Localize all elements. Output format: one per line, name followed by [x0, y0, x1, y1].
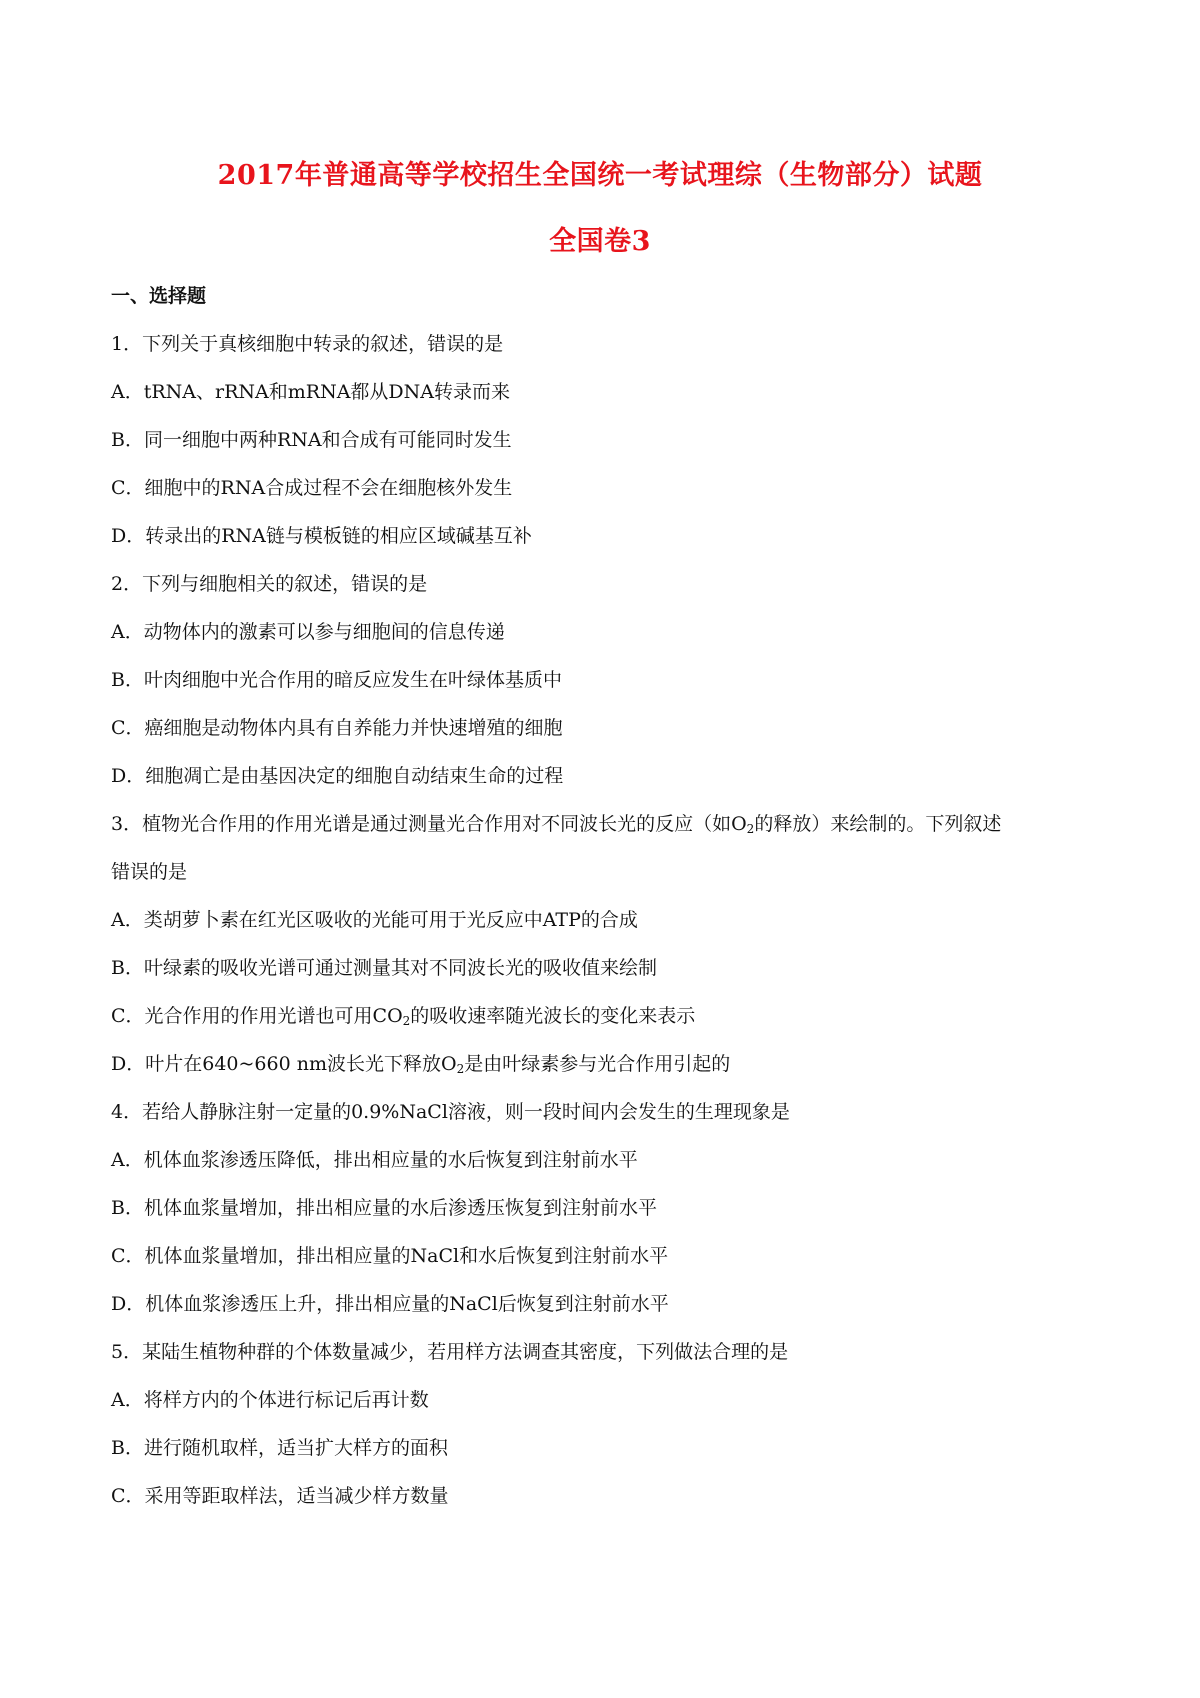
option-b: B．进行随机取样，适当扩大样方的面积 [111, 1437, 448, 1459]
question-stem: 1．下列关于真核细胞中转录的叙述，错误的是 [111, 333, 504, 355]
option-c: C．机体血浆量增加，排出相应量的NaCl和水后恢复到注射前水平 [111, 1245, 669, 1267]
option-b: B．叶肉细胞中光合作用的暗反应发生在叶绿体基质中 [111, 669, 562, 691]
option-a: A．将样方内的个体进行标记后再计数 [111, 1389, 429, 1411]
option-c [111, 1002, 1111, 1050]
option-text: D．叶片在640~660 nm波长光下释放O [111, 1053, 457, 1075]
subscript: 2 [456, 1062, 465, 1076]
option-a: A．tRNA、rRNA和mRNA都从DNA转录而来 [111, 381, 510, 403]
stem-text: 3．植物光合作用的作用光谱是通过测量光合作用对不同波长光的反应（如O [111, 813, 747, 835]
exam-title: 2017年普通高等学校招生全国统一考试理综（生物部分）试题 [217, 160, 983, 191]
subscript: 2 [402, 1014, 411, 1028]
option-text: 是由叶绿素参与光合作用引起的 [464, 1053, 731, 1075]
question-stem-continued: 错误的是 [111, 861, 188, 883]
exam-subtitle: 全国卷3 [549, 226, 651, 257]
option-d: D．机体血浆渗透压上升，排出相应量的NaCl后恢复到注射前水平 [111, 1293, 669, 1315]
option-text: 的吸收速率随光波长的变化来表示 [410, 1005, 696, 1027]
option-a: A．类胡萝卜素在红光区吸收的光能可用于光反应中ATP的合成 [111, 909, 638, 931]
option-d [111, 1050, 1111, 1098]
stem-text: 的释放）来绘制的。下列叙述 [754, 813, 1002, 835]
option-a: A．动物体内的激素可以参与细胞间的信息传递 [111, 621, 505, 643]
question-stem: 4．若给人静脉注射一定量的0.9%NaCl溶液，则一段时间内会发生的生理现象是 [111, 1101, 790, 1123]
option-c: C．癌细胞是动物体内具有自养能力并快速增殖的细胞 [111, 717, 563, 739]
section-heading: 一、选择题 [111, 285, 207, 307]
option-b: B．同一细胞中两种RNA和合成有可能同时发生 [111, 429, 512, 451]
option-c: C．采用等距取样法，适当减少样方数量 [111, 1485, 449, 1507]
option-text: C．光合作用的作用光谱也可用CO [111, 1005, 403, 1027]
option-d: D．细胞凋亡是由基因决定的细胞自动结束生命的过程 [111, 765, 564, 787]
option-d: D．转录出的RNA链与模板链的相应区域碱基互补 [111, 525, 532, 547]
subscript: 2 [746, 822, 755, 836]
question-list [111, 330, 1111, 1530]
option-b: B．机体血浆量增加，排出相应量的水后渗透压恢复到注射前水平 [111, 1197, 657, 1219]
option-c: C．细胞中的RNA合成过程不会在细胞核外发生 [111, 477, 513, 499]
question-stem: 2．下列与细胞相关的叙述，错误的是 [111, 573, 428, 595]
question-stem [111, 810, 1111, 858]
option-a: A．机体血浆渗透压降低，排出相应量的水后恢复到注射前水平 [111, 1149, 638, 1171]
question-stem: 5．某陆生植物种群的个体数量减少，若用样方法调查其密度，下列做法合理的是 [111, 1341, 789, 1363]
option-b: B．叶绿素的吸收光谱可通过测量其对不同波长光的吸收值来绘制 [111, 957, 657, 979]
